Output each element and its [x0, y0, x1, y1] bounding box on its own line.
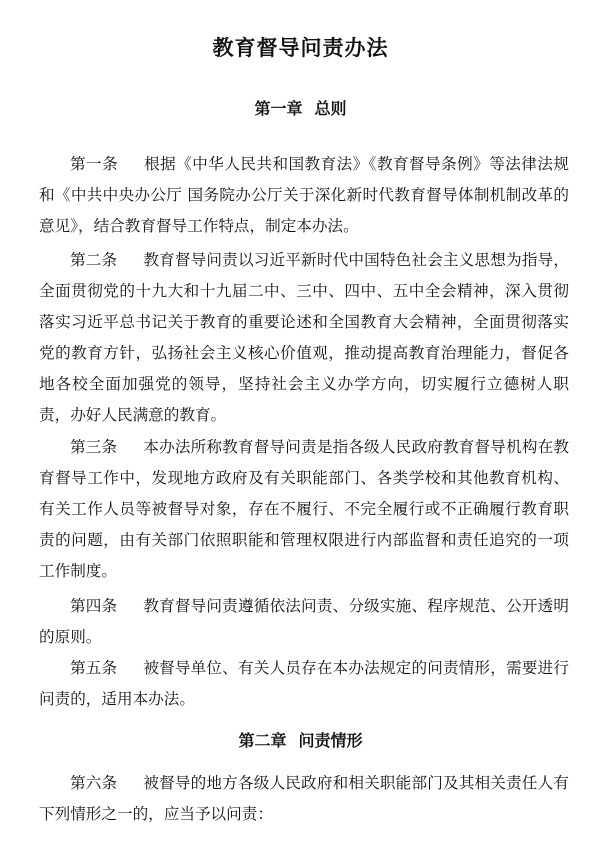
chapter-number: 第二章 [238, 731, 287, 750]
document-title: 教育督导问责办法 [212, 36, 389, 60]
article-label: 第一条 [70, 155, 119, 173]
article-6 [39, 768, 569, 830]
chapter-name: 总则 [314, 99, 347, 118]
article-4 [39, 591, 569, 653]
article-label: 第五条 [70, 659, 118, 677]
chapter-name: 问责情形 [298, 731, 363, 750]
article-1 [39, 149, 569, 242]
article-text: 被督导单位、有关人员存在本办法规定的问责情形，需要进行问责的，适用本办法。 [39, 659, 569, 708]
article-text: 教育督导问责以习近平新时代中国特色社会主义思想为指导，全面贯彻党的十九大和十九届二中、三中、四中、五中全会精神，深入贯彻落实习近平总书记关于教育的重要论述和全国教育大会精神，全面贯彻落实党的教育方针，弘扬社会主义核心价值观，推动提高教育治理能力，督促各地各校全面加强党的领导，坚持社会主义办学方向，切实履行立德树人职责，办好人民满意的教育。 [39, 251, 569, 424]
chapter-heading-2 [0, 728, 601, 751]
article-label: 第三条 [70, 438, 118, 456]
article-label: 第二条 [70, 251, 118, 269]
article-label: 第四条 [70, 597, 118, 615]
article-label: 第六条 [70, 774, 118, 792]
article-5 [39, 653, 569, 715]
article-2 [39, 245, 569, 431]
article-text: 根据《中华人民共和国教育法》《教育督导条例》等法律法规和《中共中央办公厅 国务院办公厅关于深化新时代教育督导体制机制改革的意见》，结合教育督导工作特点，制定本办法。 [39, 155, 569, 235]
article-3 [39, 432, 569, 587]
chapter-number: 第一章 [254, 99, 303, 118]
article-text: 教育督导问责遵循依法问责、分级实施、程序规范、公开透明的原则。 [39, 597, 569, 646]
chapter-heading-1 [0, 96, 601, 119]
article-text: 被督导的地方各级人民政府和相关职能部门及其相关责任人有下列情形之一的，应当予以问责： [39, 774, 569, 823]
article-text: 本办法所称教育督导问责是指各级人民政府教育督导机构在教育督导工作中，发现地方政府及有关职能部门、各类学校和其他教育机构、有关工作人员等被督导对象，存在不履行、不完全履行或不正确履行教育职责的问题，由有关部门依照职能和管理权限进行内部监督和责任追究的一项工作制度。 [39, 438, 569, 580]
